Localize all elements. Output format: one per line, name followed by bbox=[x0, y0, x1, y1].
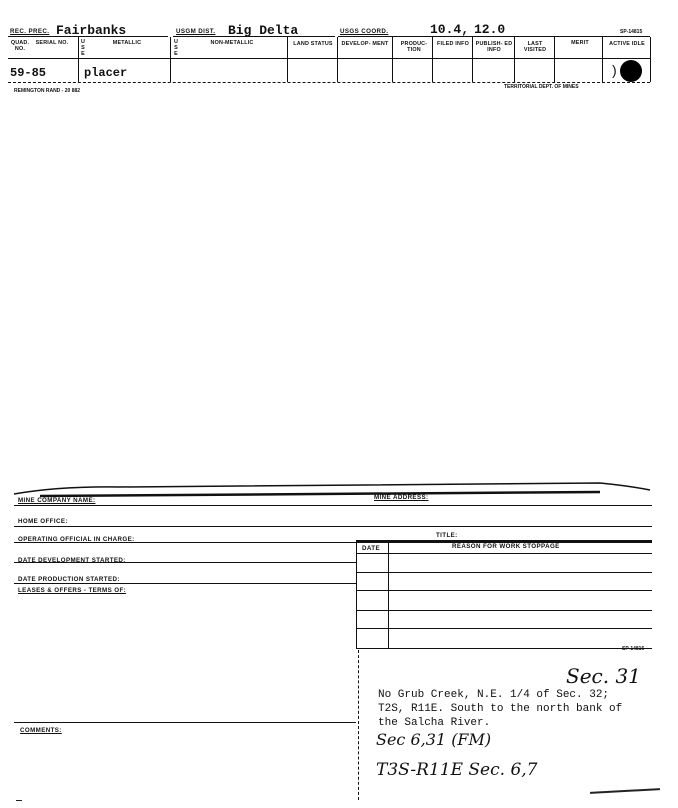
form-number: SP-14815 bbox=[620, 29, 643, 35]
leases-offers-label: LEASES & OFFERS - TERMS OF: bbox=[18, 587, 127, 594]
rec-prec-value: Fairbanks bbox=[56, 23, 127, 38]
typed-line: No Grub Creek, N.E. 1/4 of Sec. 32; bbox=[378, 689, 610, 701]
back-form-number: SP-14816 bbox=[622, 646, 645, 652]
home-office-label: HOME OFFICE: bbox=[18, 518, 68, 525]
col-use-1: U S E bbox=[80, 39, 86, 57]
mine-company-name-label: MINE COMPANY NAME: bbox=[18, 497, 96, 504]
title-label: TITLE: bbox=[436, 532, 458, 539]
col-active-idle: ACTIVE IDLE bbox=[609, 41, 645, 47]
comments-label: COMMENTS: bbox=[20, 727, 62, 734]
col-development: DEVELOP- MENT bbox=[341, 41, 389, 47]
usgs-coord-label: USGS COORD. bbox=[340, 28, 389, 35]
printer-mark: REMINGTON RAND - 20 882 bbox=[14, 88, 81, 94]
date-col-header: DATE bbox=[362, 545, 380, 552]
typed-line: the Salcha River. bbox=[378, 717, 491, 729]
col-metallic: METALLIC bbox=[112, 40, 142, 46]
note-hand-1: Sec 6,31 (FM) bbox=[376, 730, 492, 749]
scan-artifact bbox=[16, 800, 22, 801]
typed-notes bbox=[378, 688, 668, 730]
col-last-visited: LAST VISITED bbox=[523, 41, 547, 53]
scan-artifact bbox=[590, 788, 660, 794]
rec-prec-label: REC. PREC. bbox=[10, 28, 50, 35]
mine-address-label: MINE ADDRESS: bbox=[374, 494, 429, 501]
col-non-metallic: NON-METALLIC bbox=[210, 40, 254, 46]
active-indicator-dot bbox=[620, 60, 642, 82]
col-filed-info: FILED INFO bbox=[437, 41, 469, 47]
usgs-dist-value: Big Delta bbox=[228, 23, 299, 38]
usgs-dist-label: USGM DIST. bbox=[176, 28, 216, 35]
idle-mark-icon: ) bbox=[612, 62, 617, 78]
typed-line: T2S, R11E. South to the north bank of bbox=[378, 703, 623, 715]
coord-1: 10.4, bbox=[430, 22, 470, 37]
note-hand-2: T3S-R11E Sec. 6,7 bbox=[376, 760, 538, 780]
col-use-2: U S E bbox=[173, 39, 179, 57]
col-serial-no: SERIAL NO. bbox=[35, 40, 69, 46]
coord-2: 12.0 bbox=[474, 22, 506, 37]
col-land-status: LAND STATUS bbox=[293, 41, 333, 47]
date-dev-started-label: DATE DEVELOPMENT STARTED: bbox=[18, 557, 126, 564]
territorial-dept: TERRITORIAL DEPT. OF MINES bbox=[504, 84, 579, 90]
col-production: PRODUC- TION bbox=[400, 41, 428, 53]
date-prod-started-label: DATE PRODUCTION STARTED: bbox=[18, 576, 120, 583]
card-top-border bbox=[0, 478, 678, 498]
col-quad-no: QUAD. NO. bbox=[10, 40, 30, 52]
record-metallic: placer bbox=[84, 66, 128, 80]
col-published-info: PUBLISH- ED INFO bbox=[475, 41, 513, 53]
reason-col-header: REASON FOR WORK STOPPAGE bbox=[452, 543, 560, 550]
note-hand-top: Sec. 31 bbox=[566, 664, 641, 688]
operating-official-label: OPERATING OFFICIAL IN CHARGE: bbox=[18, 536, 135, 543]
record-quad-serial: 59-85 bbox=[10, 66, 47, 80]
col-merit: MERIT bbox=[571, 40, 589, 46]
